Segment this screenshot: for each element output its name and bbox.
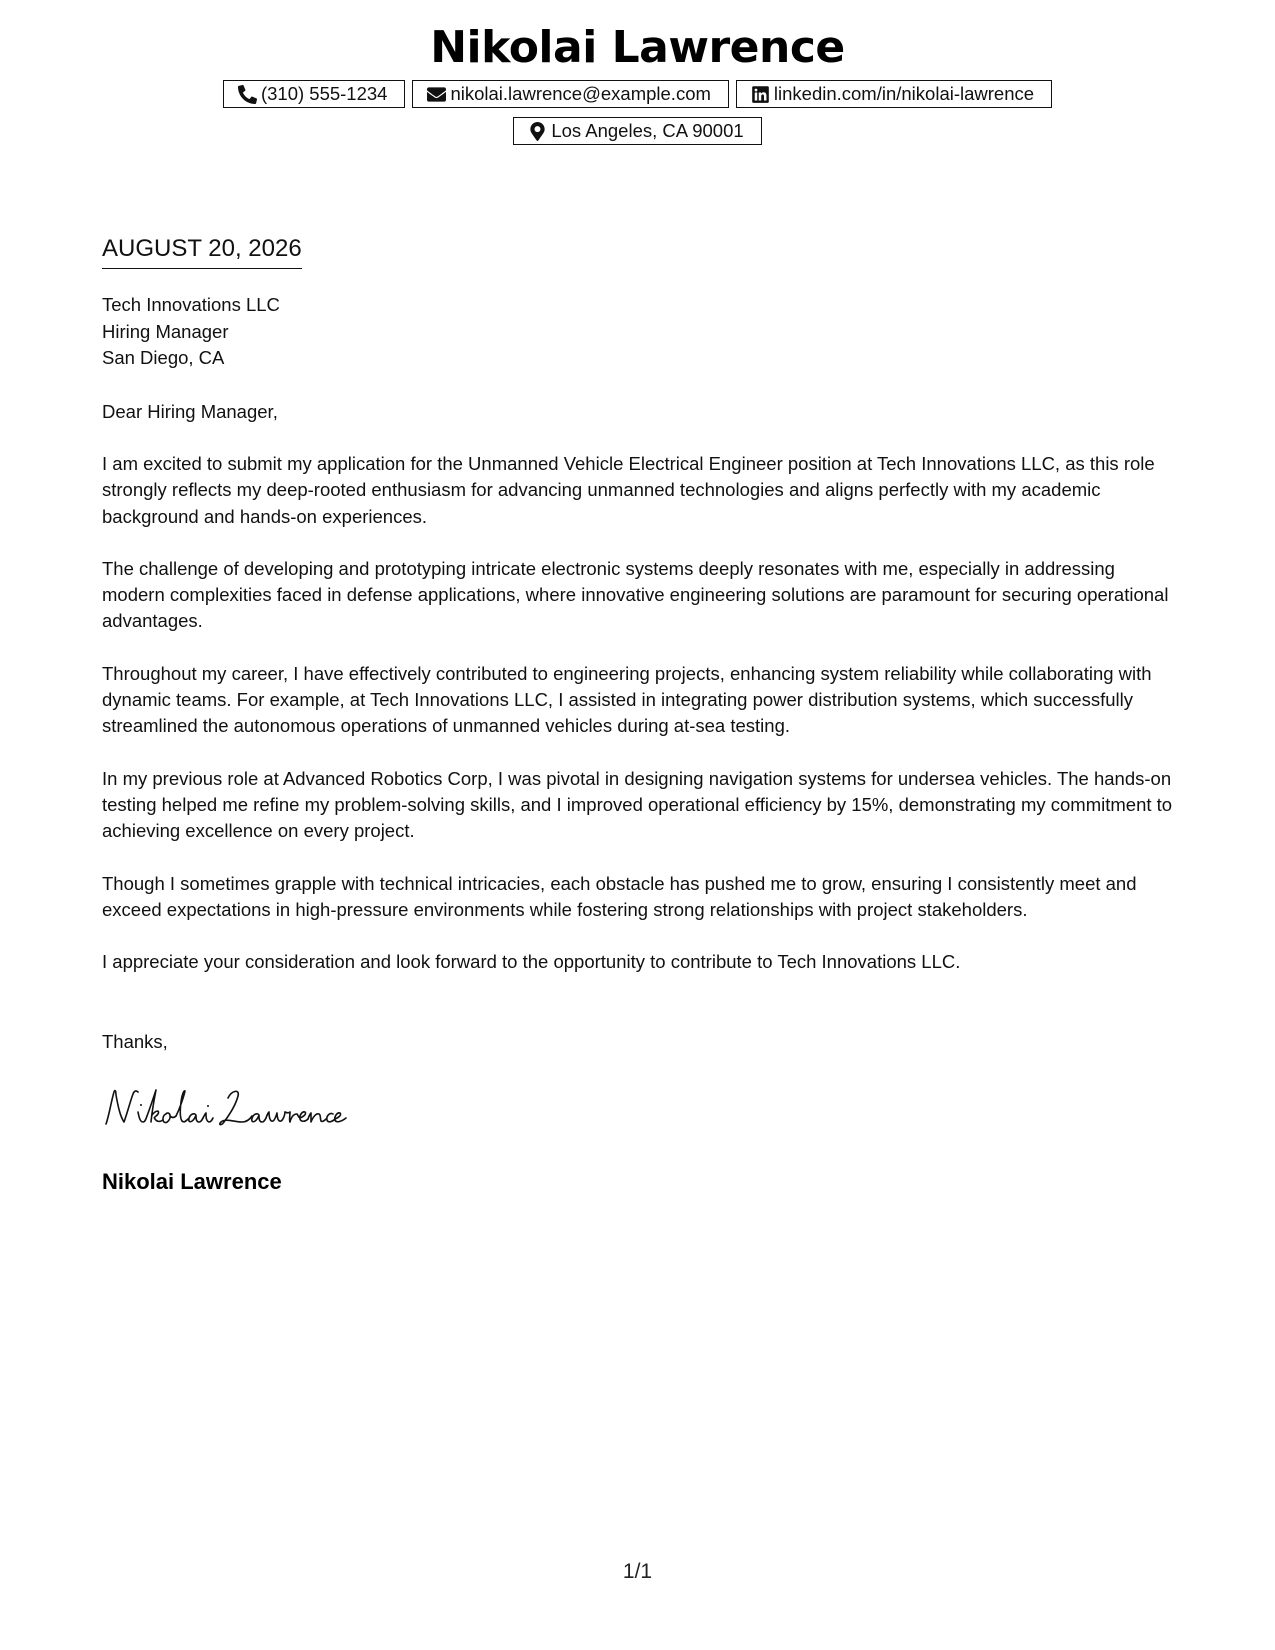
location-chip[interactable]	[513, 117, 761, 145]
email-text: nikolai.lawrence@example.com	[450, 83, 711, 104]
recipient-company: Tech Innovations LLC	[102, 294, 280, 315]
envelope-icon	[427, 85, 446, 104]
body-paragraph: In my previous role at Advanced Robotics Corp, I was pivotal in designing navigation systems for undersea vehicles. The hands-on testing helped me refine my problem-solving skills, and I improved operational efficiency by 15%, demonstrating my commitment to achieving excellence on every project.	[102, 767, 1173, 842]
recipient-title: Hiring Manager	[102, 320, 229, 342]
map-pin-icon	[528, 122, 547, 141]
phone-chip[interactable]	[223, 80, 406, 108]
linkedin-text: linkedin.com/in/nikolai-lawrence	[773, 83, 1035, 104]
signer-name: Nikolai Lawrence	[102, 1169, 282, 1194]
closing: Thanks,	[102, 1031, 168, 1052]
email-chip[interactable]	[412, 80, 728, 108]
handwritten-signature	[100, 1082, 360, 1132]
salutation: Dear Hiring Manager,	[102, 401, 278, 422]
linkedin-icon	[751, 85, 770, 104]
phone-text: (310) 555-1234	[260, 83, 388, 104]
body-paragraph: I am excited to submit my application for the Unmanned Vehicle Electrical Engineer position at Tech Innovations LLC, as this role strongly reflects my deep-rooted enthusiasm for advancing unmanned technologies and aligns perfectly with my academic background and hands-on experiences.	[102, 453, 1155, 527]
body-paragraph: The challenge of developing and prototyping intricate electronic systems deeply resonates with me, especially in addressing modern complexities faced in defense applications, where innovative engineering solutions are paramount for securing operational advantages.	[102, 557, 1169, 632]
letter-date: AUGUST 20, 2026	[102, 234, 302, 269]
contact-row-secondary	[0, 117, 1275, 145]
phone-icon	[238, 85, 257, 104]
body-paragraph: Though I sometimes grapple with technical intricacies, each obstacle has pushed me to grow, ensuring I consistently meet and exceed expectations in high-pressure environments while fostering strong relationships with project stakeholders.	[102, 872, 1137, 920]
recipient-block	[102, 292, 280, 372]
applicant-name: Nikolai Lawrence	[430, 22, 845, 73]
body-paragraph: Throughout my career, I have effectively contributed to engineering projects, enhancing system reliability while collaborating with dynamic teams. For example, at Tech Innovations LLC, I assisted in integrating power distribution systems, which successfully streamlined the autonomous operations of unmanned vehicles during at-sea testing.	[102, 662, 1152, 737]
contact-row-primary	[0, 80, 1275, 108]
recipient-location: San Diego, CA	[102, 347, 225, 368]
page-number: 1/1	[622, 1560, 653, 1583]
letter-body	[102, 451, 1177, 1001]
body-paragraph: I appreciate your consideration and look forward to the opportunity to contribute to Tech Innovations LLC.	[102, 951, 961, 973]
location-text: Los Angeles, CA 90001	[551, 120, 744, 141]
linkedin-chip[interactable]	[736, 80, 1052, 108]
